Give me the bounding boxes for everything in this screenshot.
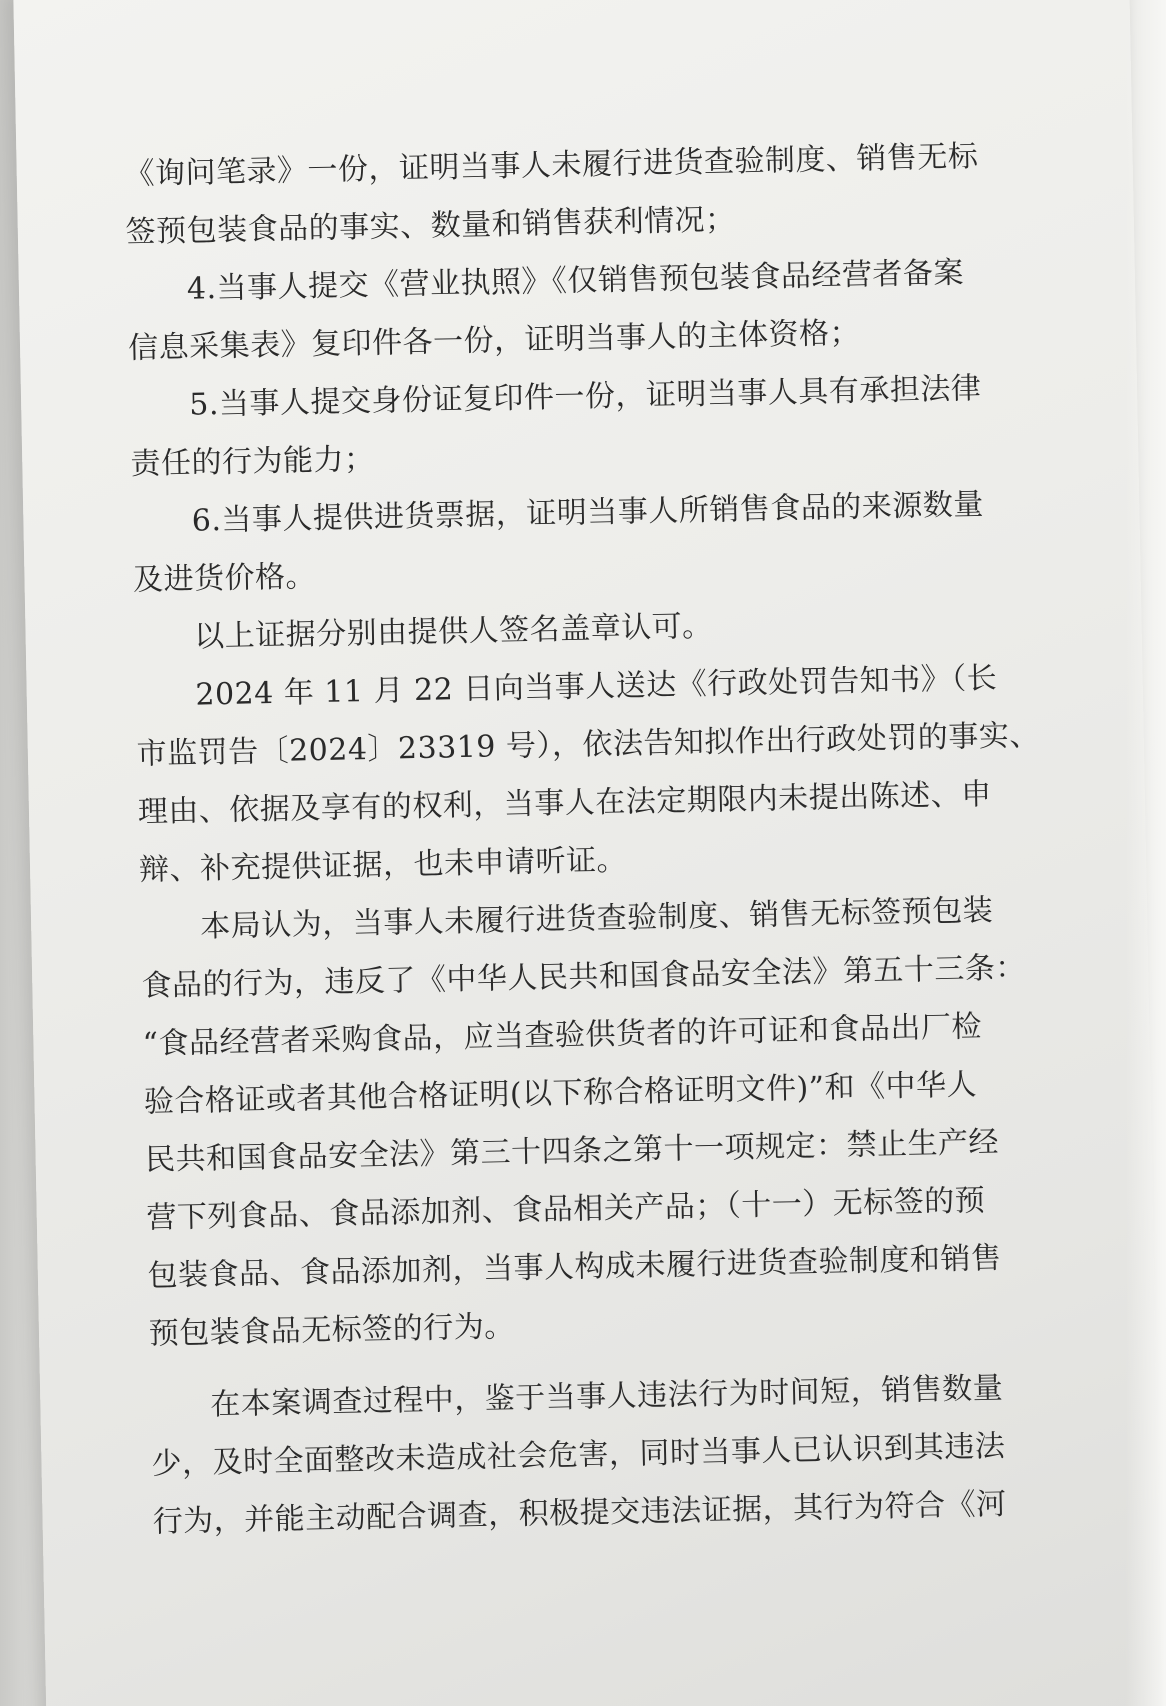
text-line: 理由、依据及享有的权利，当事人在法定期限内未提出陈述、申 (137, 776, 993, 830)
text-line: 民共和国食品安全法》第三十四条之第十一项规定：禁止生产经 (144, 1124, 1000, 1178)
text-line: 包装食品、食品添加剂，当事人构成未履行进货查验制度和销售 (147, 1240, 1002, 1294)
text-line: 以上证据分别由提供人签名盖章认可。 (193, 608, 713, 655)
text-line: 信息采集表》复印件各一份，证明当事人的主体资格； (127, 315, 861, 366)
text-line: 《询问笔录》一份，证明当事人未履行进货查验制度、销售无标 (124, 139, 979, 192)
text-line: 5.当事人提交身份证复印件一份，证明当事人具有承担法律 (188, 371, 982, 423)
text-line: 在本案调查过程中，鉴于当事人违法行为时间短，销售数量 (209, 1370, 1004, 1423)
text-line: 辩、补充提供证据，也未申请听证。 (138, 842, 628, 888)
text-line: 签预包装食品的事实、数量和销售获利情况； (125, 202, 736, 250)
text-line: 市监罚告〔2024〕23319 号），依法告知拟作出行政处罚的事实、 (136, 717, 1041, 772)
text-line: 预包装食品无标签的行为。 (148, 1309, 516, 1352)
text-line: 少，及时全面整改未造成社会危害，同时当事人已认识到其违法 (151, 1428, 1006, 1482)
text-line: “食品经营者采购食品，应当查验供货者的许可证和食品出厂检 (142, 1009, 983, 1062)
page-edge-highlight (1126, 0, 1166, 1706)
text-line: 4.当事人提交《营业执照》《仅销售预包装食品经营者备案 (186, 255, 965, 307)
text-line: 责任的行为能力； (130, 441, 375, 482)
text-line: 食品的行为，违反了《中华人民共和国食品安全法》第五十三条： (141, 950, 1027, 1004)
text-line: 行为，并能主动配合调查，积极提交违法证据，其行为符合《河 (152, 1486, 1007, 1540)
document-body (124, 131, 1073, 1548)
text-line: 及进货价格。 (132, 559, 317, 598)
text-line: 本局认为，当事人未履行进货查验制度、销售无标签预包装 (199, 892, 994, 945)
text-line: 营下列食品、食品添加剂、食品相关产品；（十一）无标签的预 (146, 1183, 986, 1236)
text-line: 2024 年 11 月 22 日向当事人送达《行政处罚告知书》（长 (195, 660, 998, 713)
text-line: 6.当事人提供进货票据，证明当事人所销售食品的来源数量 (191, 487, 985, 539)
text-line: 验合格证或者其他合格证明(以下称合格证明文件)”和《中华人 (143, 1067, 978, 1120)
